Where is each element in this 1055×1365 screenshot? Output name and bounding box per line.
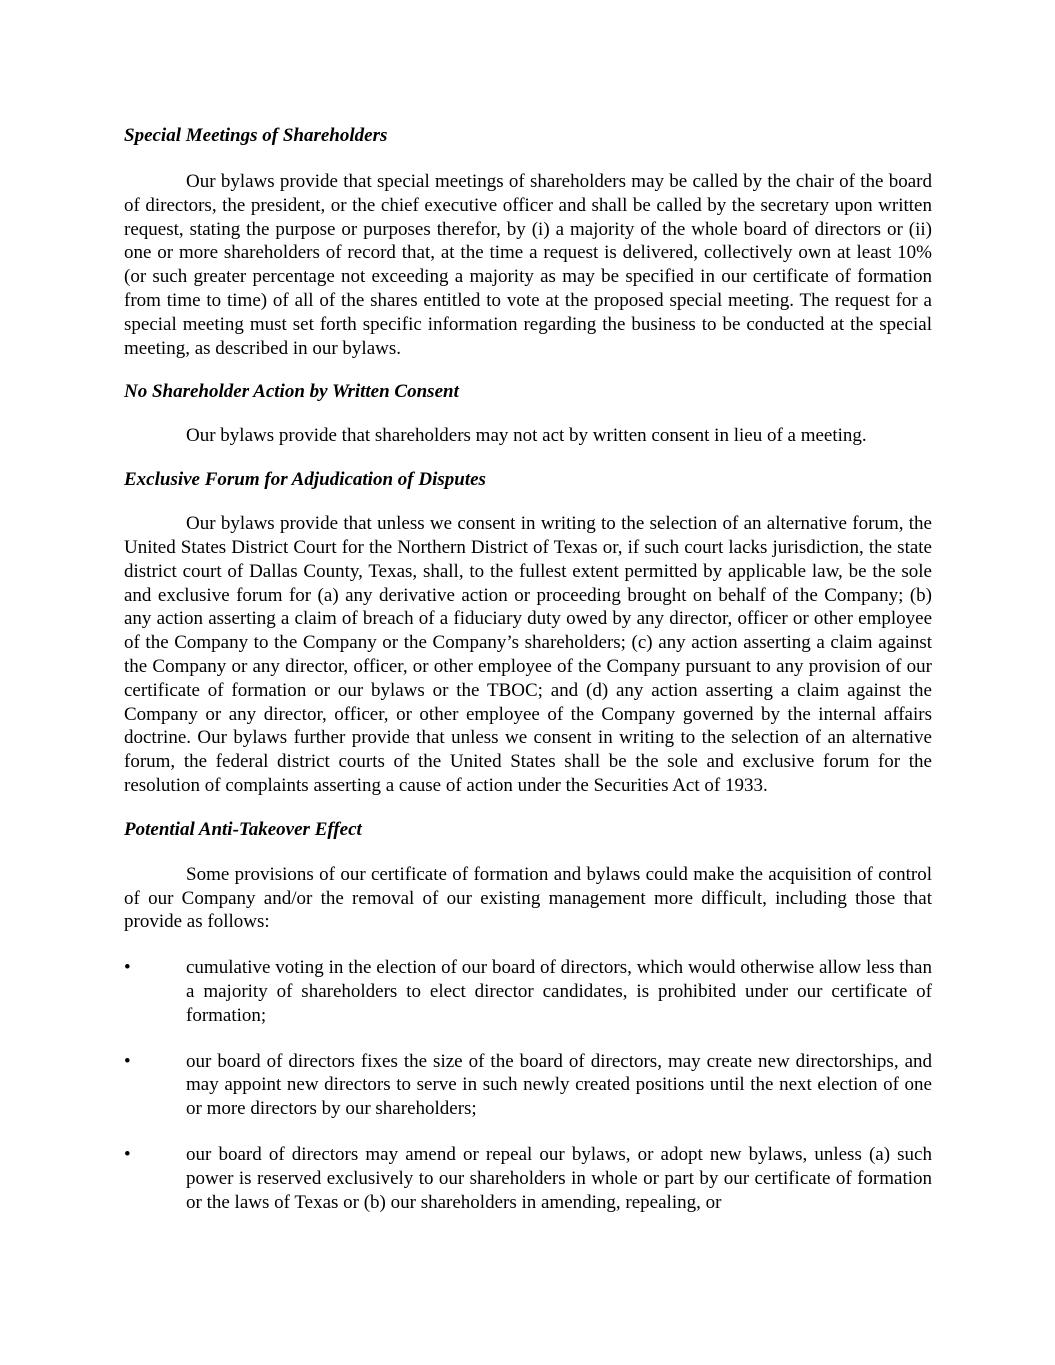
list-item-text: our board of directors may amend or repeal our bylaws, or adopt new bylaws, unless (a) such power is reserved exclusively to our shareholders in whole or part by our certificate of formation or the laws of Texas or (b) our shareholders in amending, repealing, or bbox=[186, 1143, 932, 1213]
bullet-icon: • bbox=[124, 957, 131, 979]
list-item bbox=[124, 1143, 932, 1214]
list-item bbox=[124, 1050, 932, 1121]
document-page bbox=[124, 124, 932, 1214]
section-heading-anti-takeover: Potential Anti-Takeover Effect bbox=[124, 818, 362, 840]
list-item-text: our board of directors fixes the size of the board of directors, may create new directorships, and may appoint new directors to serve in such newly created positions until the next election of one or more directors by our shareholders; bbox=[186, 1050, 932, 1120]
list-item-text: cumulative voting in the election of our board of directors, which would otherwise allow less than a majority of shareholders to elect director candidates, is prohibited under our certificate of formation; bbox=[186, 957, 932, 1026]
section-heading-special-meetings: Special Meetings of Shareholders bbox=[124, 125, 388, 146]
list-item bbox=[124, 956, 932, 1027]
section-paragraph-anti-takeover: Some provisions of our certificate of formation and bylaws could make the acquisition of control of our Company and/or the removal of our existing management more difficult, including those that provide as follows: bbox=[124, 863, 932, 933]
bullet-icon: • bbox=[124, 1050, 131, 1072]
section-paragraph-written-consent: Our bylaws provide that shareholders may not act by written consent in lieu of a meeting. bbox=[186, 425, 867, 447]
section-paragraph-special-meetings: Our bylaws provide that special meetings of shareholders may be called by the chair of the board of directors, the president, or the chief executive officer and shall be called by the secretary upon written request, stating the purpose or purposes therefor, by (i) a majority of the whole board of directors or (ii) one or more shareholders of record that, at the time a request is delivered, collectively own at least 10% (or such greater percentage not exceeding a majority as may be specified in our certificate of formation from time to time) of all of the shares entitled to vote at the proposed special meeting. The request for a special meeting must set forth specific information regarding the business to be conducted at the special meeting, as described in our bylaws. bbox=[124, 171, 932, 359]
section-heading-exclusive-forum: Exclusive Forum for Adjudication of Disputes bbox=[124, 469, 486, 491]
bullet-icon: • bbox=[124, 1143, 131, 1165]
section-paragraph-exclusive-forum: Our bylaws provide that unless we consent in writing to the selection of an alternative forum, the United States District Court for the Northern District of Texas or, if such court lacks jurisdiction, the state district court of Dallas County, Texas, shall, to the fullest extent permitted by applicable law, be the sole and exclusive forum for (a) any derivative action or proceeding brought on behalf of the Company; (b) any action asserting a claim of breach of a fiduciary duty owed by any director, officer or other employee of the Company to the Company or the Company’s shareholders; (c) any action asserting a claim against the Company or any director, officer, or other employee of the Company pursuant to any provision of our certificate of formation or our bylaws or the TBOC; and (d) any action asserting a claim against the Company or any director, officer, or other employee of the Company governed by the internal affairs doctrine. Our bylaws further provide that unless we consent in writing to the selection of an alternative forum, the federal district courts of the United States shall be the sole and exclusive forum for the resolution of complaints asserting a cause of action under the Securities Act of 1933. bbox=[124, 513, 932, 796]
anti-takeover-bullet-list bbox=[124, 956, 932, 1214]
section-heading-written-consent: No Shareholder Action by Written Consent bbox=[124, 381, 459, 403]
